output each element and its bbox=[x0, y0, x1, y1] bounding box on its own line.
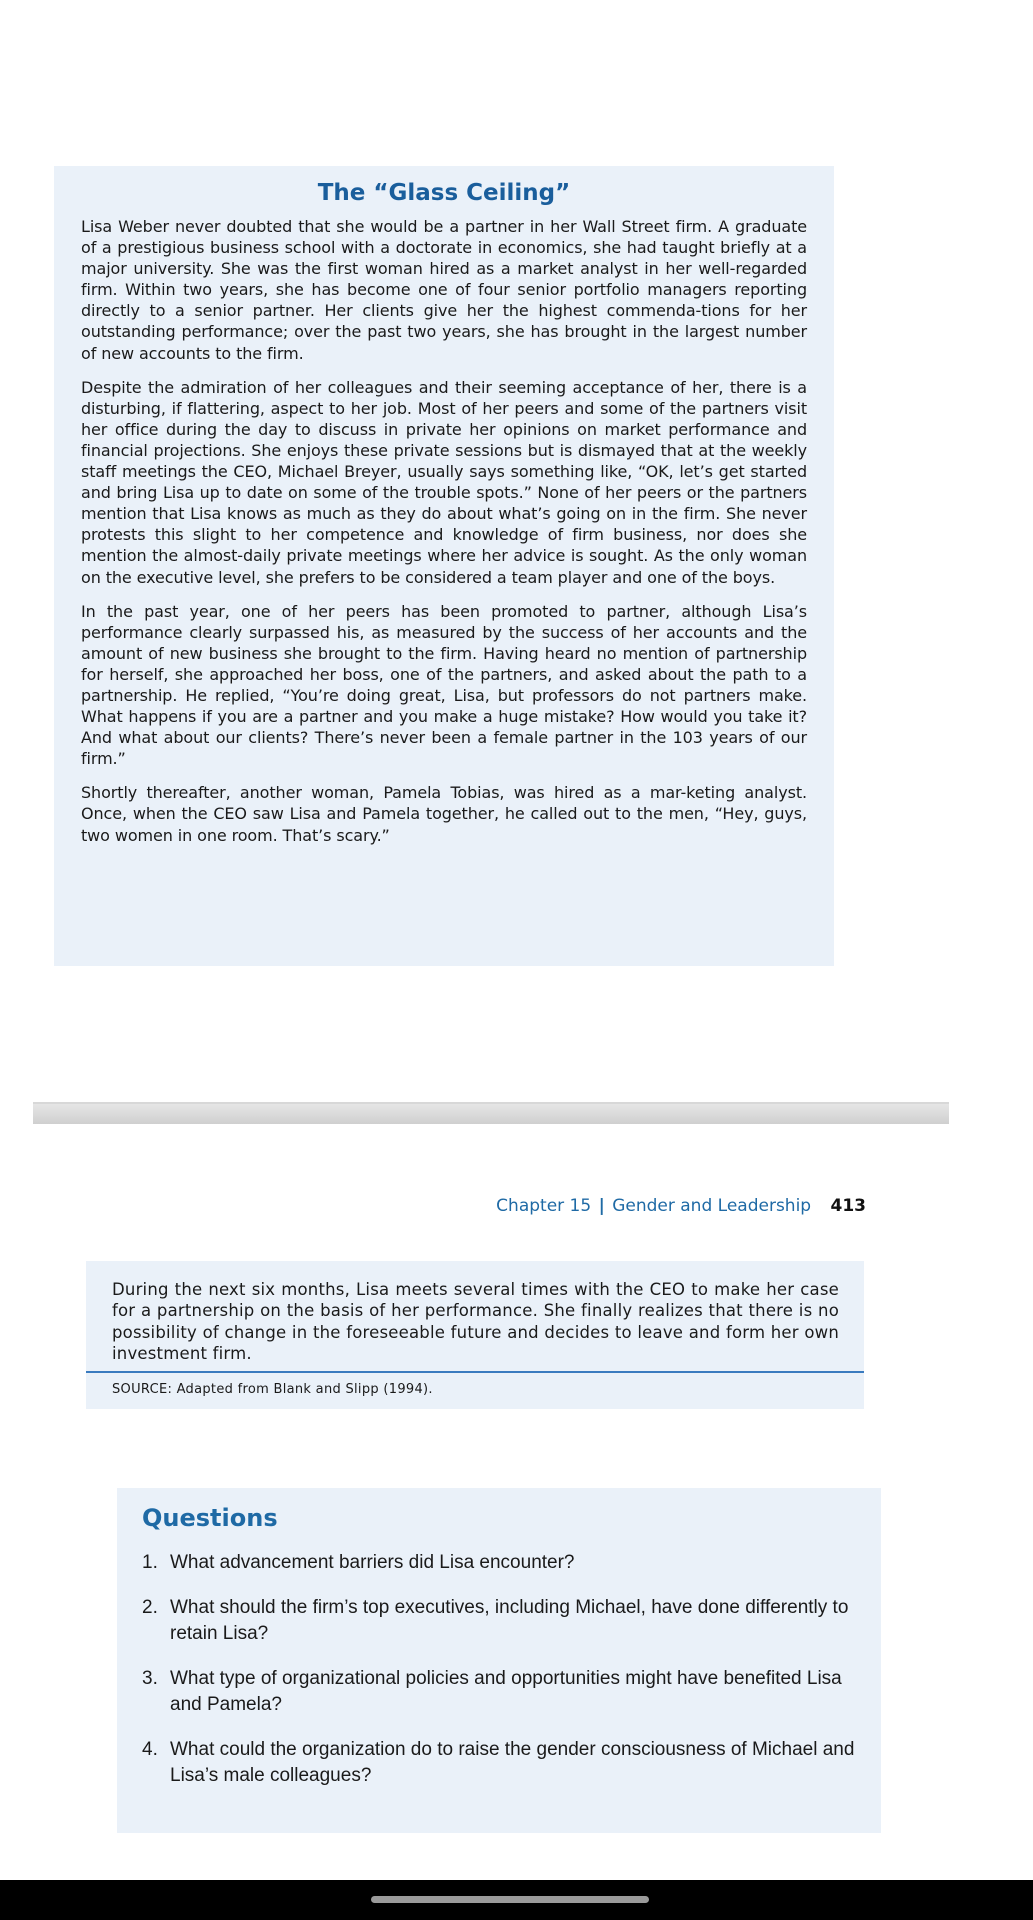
question-number: 1. bbox=[142, 1552, 158, 1573]
question-number: 4. bbox=[142, 1739, 158, 1760]
question-text: What could the organization do to raise the gender consciousness of Michael and Lisa’s male colleagues? bbox=[170, 1739, 855, 1786]
case-title: The “Glass Ceiling” bbox=[317, 180, 571, 206]
question-text: What should the firm’s top executives, including Michael, have done differently to retain Lisa? bbox=[170, 1597, 849, 1644]
question-number: 3. bbox=[142, 1668, 158, 1689]
header-separator: | bbox=[598, 1196, 605, 1216]
question-item bbox=[142, 1737, 859, 1789]
chapter-label: Chapter 15 bbox=[496, 1196, 592, 1216]
questions-list bbox=[142, 1550, 859, 1789]
question-number: 2. bbox=[142, 1597, 158, 1618]
source-rule bbox=[86, 1371, 864, 1373]
source-citation: SOURCE: Adapted from Blank and Slipp (1994). bbox=[112, 1382, 433, 1397]
case-study-box bbox=[54, 166, 834, 966]
questions-heading: Questions bbox=[142, 1504, 278, 1532]
case-paragraph-2: Despite the admiration of her colleagues and their seeming acceptance of her, there is a disturbing, if flattering, aspect to her job. Most of her peers and some of the partners visit her office during the day to discuss in private her opinions on market performance and financial projections. She enjoys these private sessions but is dismayed that at the weekly staff meetings the CEO, Michael Breyer, usually says something like, “OK, let’s get started and bring Lisa up to date on some of the trouble spots.” None of her peers or the partners mention that Lisa knows as much as they do about what’s going on in the firm. She never protests this slight to her competence and knowledge of firm business, nor does she mention the almost-daily private meetings where her advice is sought. As the only woman on the executive level, she prefers to be considered a team player and one of the boys. bbox=[81, 377, 807, 587]
case-paragraph-1: Lisa Weber never doubted that she would be a partner in her Wall Street firm. A graduate of a prestigious business school with a doctorate in economics, she had taught briefly at a major university. She was the first woman hired as a market analyst in her well-regarded firm. Within two years, she has become one of four senior portfolio managers reporting directly to a senior partner. Her clients give her the highest commenda-tions for her outstanding performance; over the past two years, she has brought in the largest number of new accounts to the firm. bbox=[81, 217, 807, 363]
running-header bbox=[0, 1196, 866, 1216]
case-paragraph-3: In the past year, one of her peers has been promoted to partner, although Lisa’s performance clearly surpassed his, as measured by the success of her accounts and the amount of new business she brought to the firm. Having heard no mention of partnership for herself, she approached her boss, one of the partners, and asked about the path to a partnership. He replied, “You’re doing great, Lisa, but professors do not partners make. What happens if you are a partner and you make a huge mistake? How would you take it? And what about our clients? There’s never been a female partner in the 103 years of our firm.” bbox=[81, 601, 807, 769]
question-text: What type of organizational policies and opportunities might have benefited Lisa and Pamela? bbox=[170, 1668, 842, 1715]
case-paragraph-4: Shortly thereafter, another woman, Pamela Tobias, was hired as a mar-keting analyst. Once, when the CEO saw Lisa and Pamela together, he called out to the men, “Hey, guys, two women in one room. That’s scary.” bbox=[81, 783, 807, 845]
question-item bbox=[142, 1595, 859, 1647]
questions-box bbox=[117, 1488, 881, 1833]
continuation-paragraph: During the next six months, Lisa meets several times with the CEO to make her case for a partnership on the basis of her performance. She finally realizes that there is no possibility of change in the foreseeable future and decides to leave and form her own investment firm. bbox=[112, 1280, 839, 1363]
question-item bbox=[142, 1666, 859, 1718]
chapter-topic: Gender and Leadership bbox=[612, 1196, 812, 1216]
system-navigation-bar bbox=[0, 1880, 1033, 1920]
page-divider bbox=[33, 1102, 949, 1124]
page-number: 413 bbox=[830, 1196, 866, 1216]
case-continuation-box bbox=[86, 1261, 864, 1409]
home-indicator[interactable] bbox=[371, 1896, 649, 1903]
question-text: What advancement barriers did Lisa encounter? bbox=[170, 1552, 575, 1573]
question-item bbox=[142, 1550, 859, 1576]
